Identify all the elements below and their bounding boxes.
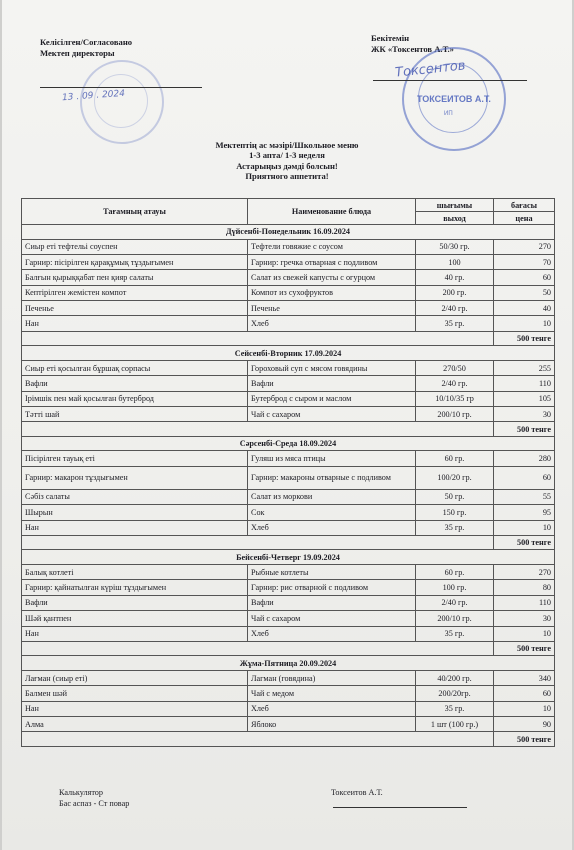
day-header-row	[22, 550, 555, 565]
menu-item-row	[22, 626, 555, 641]
dish-name-kz: Нан	[22, 316, 248, 331]
approve-label: Бекітемін	[371, 33, 410, 43]
day-total-spacer	[22, 331, 494, 346]
day-total-row	[22, 535, 555, 550]
dish-name-ru: Компот из сухофруктов	[248, 285, 416, 300]
dish-name-kz: Нан	[22, 626, 248, 641]
dish-output: 2/40 гр.	[416, 301, 494, 316]
dish-name-ru: Гарнир: рис отварной с подливом	[248, 580, 416, 595]
dish-output: 35 гр.	[416, 316, 494, 331]
day-title: Бейсенбі-Четверг 19.09.2024	[22, 550, 555, 565]
agreed-label: Келісілген/Согласовано	[40, 37, 133, 47]
dish-name-kz: Нан	[22, 520, 248, 535]
dish-price: 10	[494, 701, 555, 716]
dish-output: 2/40 гр.	[416, 595, 494, 610]
header-left	[40, 37, 132, 59]
title-line-1: Мектептің ас мәзірі/Школьное меню	[215, 140, 359, 150]
dish-output: 200 гр.	[416, 285, 494, 300]
dish-name-kz: Ірімшік пен май қосылған бутерброд	[22, 391, 248, 406]
dish-output: 60 гр.	[416, 564, 494, 579]
day-total-value: 500 тенге	[494, 732, 555, 747]
day-total-value: 500 тенге	[494, 641, 555, 656]
chef-label: Бас аспаз - Ст повар	[59, 799, 130, 808]
dish-price: 10	[494, 520, 555, 535]
menu-item-row	[22, 466, 555, 489]
dish-price: 50	[494, 285, 555, 300]
menu-item-row	[22, 686, 555, 701]
menu-item-row	[22, 505, 555, 520]
menu-item-row	[22, 391, 555, 406]
dish-name-kz: Кептірілген жемістен компот	[22, 285, 248, 300]
dish-output: 10/10/35 гр	[416, 391, 494, 406]
day-title: Сейсенбі-Вторник 17.09.2024	[22, 346, 555, 361]
menu-item-row	[22, 360, 555, 375]
day-header-row	[22, 656, 555, 671]
dish-price: 110	[494, 595, 555, 610]
dish-output: 35 гр.	[416, 520, 494, 535]
dish-name-ru: Вафли	[248, 376, 416, 391]
dish-name-kz: Балмен шәй	[22, 686, 248, 701]
dish-name-kz: Пісірілген тауық еті	[22, 451, 248, 466]
dish-name-kz: Сәбіз салаты	[22, 489, 248, 504]
menu-item-row	[22, 407, 555, 422]
signature-line-left	[40, 87, 202, 88]
menu-item-row	[22, 451, 555, 466]
menu-item-row	[22, 670, 555, 685]
dish-price: 60	[494, 270, 555, 285]
dish-name-kz: Шәй қантпен	[22, 611, 248, 626]
dish-name-ru: Салат из моркови	[248, 489, 416, 504]
day-total-value: 500 тенге	[494, 535, 555, 550]
dish-price: 80	[494, 580, 555, 595]
dish-name-ru: Гороховый суп с мясом говядины	[248, 360, 416, 375]
col-header-price-ru: цена	[494, 212, 555, 225]
dish-name-ru: Лагман (говядина)	[248, 670, 416, 685]
dish-name-ru: Гуляш из мяса птицы	[248, 451, 416, 466]
menu-item-row	[22, 489, 555, 504]
dish-output: 60 гр.	[416, 451, 494, 466]
dish-output: 100/20 гр.	[416, 466, 494, 489]
handwritten-signature: Токсентов	[394, 58, 467, 81]
dish-price: 255	[494, 360, 555, 375]
menu-item-row	[22, 595, 555, 610]
day-total-row	[22, 732, 555, 747]
day-total-spacer	[22, 535, 494, 550]
dish-price: 270	[494, 239, 555, 254]
menu-item-row	[22, 376, 555, 391]
dish-output: 200/20гр.	[416, 686, 494, 701]
day-total-spacer	[22, 422, 494, 437]
dish-name-kz: Вафли	[22, 595, 248, 610]
dish-price: 10	[494, 626, 555, 641]
dish-output: 100	[416, 254, 494, 269]
dish-name-ru: Гарнир: макароны отварные с подливом	[248, 466, 416, 489]
dish-price: 270	[494, 564, 555, 579]
day-header-row	[22, 436, 555, 451]
calculator-label: Калькулятор	[59, 788, 103, 797]
dish-name-ru: Салат из свежей капусты с огурцом	[248, 270, 416, 285]
dish-name-kz: Гарнир: қайнатылған күріш тұздығымен	[22, 580, 248, 595]
signature-line-right	[373, 80, 527, 81]
col-header-output-ru: выход	[416, 212, 494, 225]
menu-document	[2, 0, 572, 850]
handwritten-date: 13 . 09 . 2024	[61, 88, 126, 104]
day-total-row	[22, 422, 555, 437]
dish-name-kz: Тәтті шай	[22, 407, 248, 422]
dish-name-kz: Нан	[22, 701, 248, 716]
day-header-row	[22, 225, 555, 240]
dish-name-ru: Хлеб	[248, 520, 416, 535]
menu-item-row	[22, 316, 555, 331]
dish-price: 40	[494, 301, 555, 316]
dish-price: 30	[494, 407, 555, 422]
col-header-name-kz: Тағамның атауы	[22, 199, 248, 225]
dish-price: 70	[494, 254, 555, 269]
dish-name-ru: Хлеб	[248, 316, 416, 331]
dish-name-ru: Сок	[248, 505, 416, 520]
dish-name-kz: Шырын	[22, 505, 248, 520]
dish-output: 35 гр.	[416, 626, 494, 641]
dish-price: 60	[494, 466, 555, 489]
menu-table	[21, 198, 555, 747]
entrepreneur-label: ЖК «Токсентов А.Т.»	[371, 44, 454, 54]
dish-output: 50/30 гр.	[416, 239, 494, 254]
dish-price: 280	[494, 451, 555, 466]
title-line-2: 1-3 апта/ 1-3 неделя	[249, 150, 325, 161]
dish-name-kz: Вафли	[22, 376, 248, 391]
col-header-name-ru: Наименование блюда	[248, 199, 416, 225]
dish-price: 55	[494, 489, 555, 504]
menu-title	[2, 140, 572, 181]
dish-name-ru: Чай с медом	[248, 686, 416, 701]
dish-name-ru: Хлеб	[248, 701, 416, 716]
dish-output: 2/40 гр.	[416, 376, 494, 391]
dish-price: 110	[494, 376, 555, 391]
footer-signature-line	[333, 807, 467, 808]
dish-name-ru: Хлеб	[248, 626, 416, 641]
dish-name-ru: Чай с сахаром	[248, 407, 416, 422]
dish-name-ru: Чай с сахаром	[248, 611, 416, 626]
dish-output: 40 гр.	[416, 270, 494, 285]
dish-name-kz: Гарнир: пісірілген қарақұмық тұздығымен	[22, 254, 248, 269]
menu-item-row	[22, 301, 555, 316]
dish-output: 150 гр.	[416, 505, 494, 520]
day-total-row	[22, 641, 555, 656]
menu-item-row	[22, 285, 555, 300]
col-header-price-kz: бағасы	[494, 199, 555, 212]
day-total-value: 500 тенге	[494, 331, 555, 346]
day-total-spacer	[22, 732, 494, 747]
dish-price: 10	[494, 316, 555, 331]
dish-output: 200/10 гр.	[416, 407, 494, 422]
dish-price: 105	[494, 391, 555, 406]
dish-price: 90	[494, 717, 555, 732]
day-title: Жұма-Пятница 20.09.2024	[22, 656, 555, 671]
menu-item-row	[22, 701, 555, 716]
menu-item-row	[22, 520, 555, 535]
day-header-row	[22, 346, 555, 361]
dish-name-ru: Гарнир: гречка отварная с подливом	[248, 254, 416, 269]
dish-output: 200/10 гр.	[416, 611, 494, 626]
dish-name-ru: Яблоко	[248, 717, 416, 732]
footer-right-name: Токсеитов А.Т.	[331, 788, 383, 797]
dish-name-ru: Тефтели говяжие с соусом	[248, 239, 416, 254]
dish-name-kz: Балғын қырыққабат пен қияр салаты	[22, 270, 248, 285]
title-line-3: Астарыңыз дәмді болсын!	[236, 160, 338, 171]
stamp-name: ТОКСЕИТОВ А.Т.	[417, 94, 491, 104]
dish-name-kz: Балық котлеті	[22, 564, 248, 579]
dish-name-kz: Печенье	[22, 301, 248, 316]
dish-name-ru: Вафли	[248, 595, 416, 610]
dish-price: 30	[494, 611, 555, 626]
day-total-spacer	[22, 641, 494, 656]
dish-name-kz: Сиыр еті қосылған бұршақ сорпасы	[22, 360, 248, 375]
dish-output: 270/50	[416, 360, 494, 375]
menu-item-row	[22, 564, 555, 579]
menu-item-row	[22, 254, 555, 269]
footer-left	[59, 787, 129, 809]
dish-name-kz: Лағман (сиыр еті)	[22, 670, 248, 685]
menu-item-row	[22, 580, 555, 595]
dish-name-kz: Алма	[22, 717, 248, 732]
dish-name-ru: Бутерброд с сыром и маслом	[248, 391, 416, 406]
day-total-value: 500 тенге	[494, 422, 555, 437]
menu-item-row	[22, 611, 555, 626]
school-director-label: Мектеп директоры	[40, 48, 115, 58]
col-header-output-kz: шығымы	[416, 199, 494, 212]
day-title: Сәрсенбі-Среда 18.09.2024	[22, 436, 555, 451]
menu-item-row	[22, 717, 555, 732]
day-total-row	[22, 331, 555, 346]
menu-item-row	[22, 239, 555, 254]
dish-name-kz: Гарнир: макарон тұздығымен	[22, 466, 248, 489]
stamp-sub: ИП	[444, 111, 453, 117]
dish-price: 60	[494, 686, 555, 701]
dish-output: 35 гр.	[416, 701, 494, 716]
title-line-4: Приятного аппетита!	[245, 170, 329, 181]
dish-output: 40/200 гр.	[416, 670, 494, 685]
dish-output: 1 шт (100 гр.)	[416, 717, 494, 732]
dish-output: 50 гр.	[416, 489, 494, 504]
menu-item-row	[22, 270, 555, 285]
dish-name-kz: Сиыр еті тефтельі соуспен	[22, 239, 248, 254]
dish-price: 95	[494, 505, 555, 520]
day-title: Дүйсенбі-Понедельник 16.09.2024	[22, 225, 555, 240]
dish-name-ru: Рыбные котлеты	[248, 564, 416, 579]
dish-price: 340	[494, 670, 555, 685]
dish-output: 100 гр.	[416, 580, 494, 595]
faint-stamp-left	[80, 60, 164, 144]
dish-name-ru: Печенье	[248, 301, 416, 316]
